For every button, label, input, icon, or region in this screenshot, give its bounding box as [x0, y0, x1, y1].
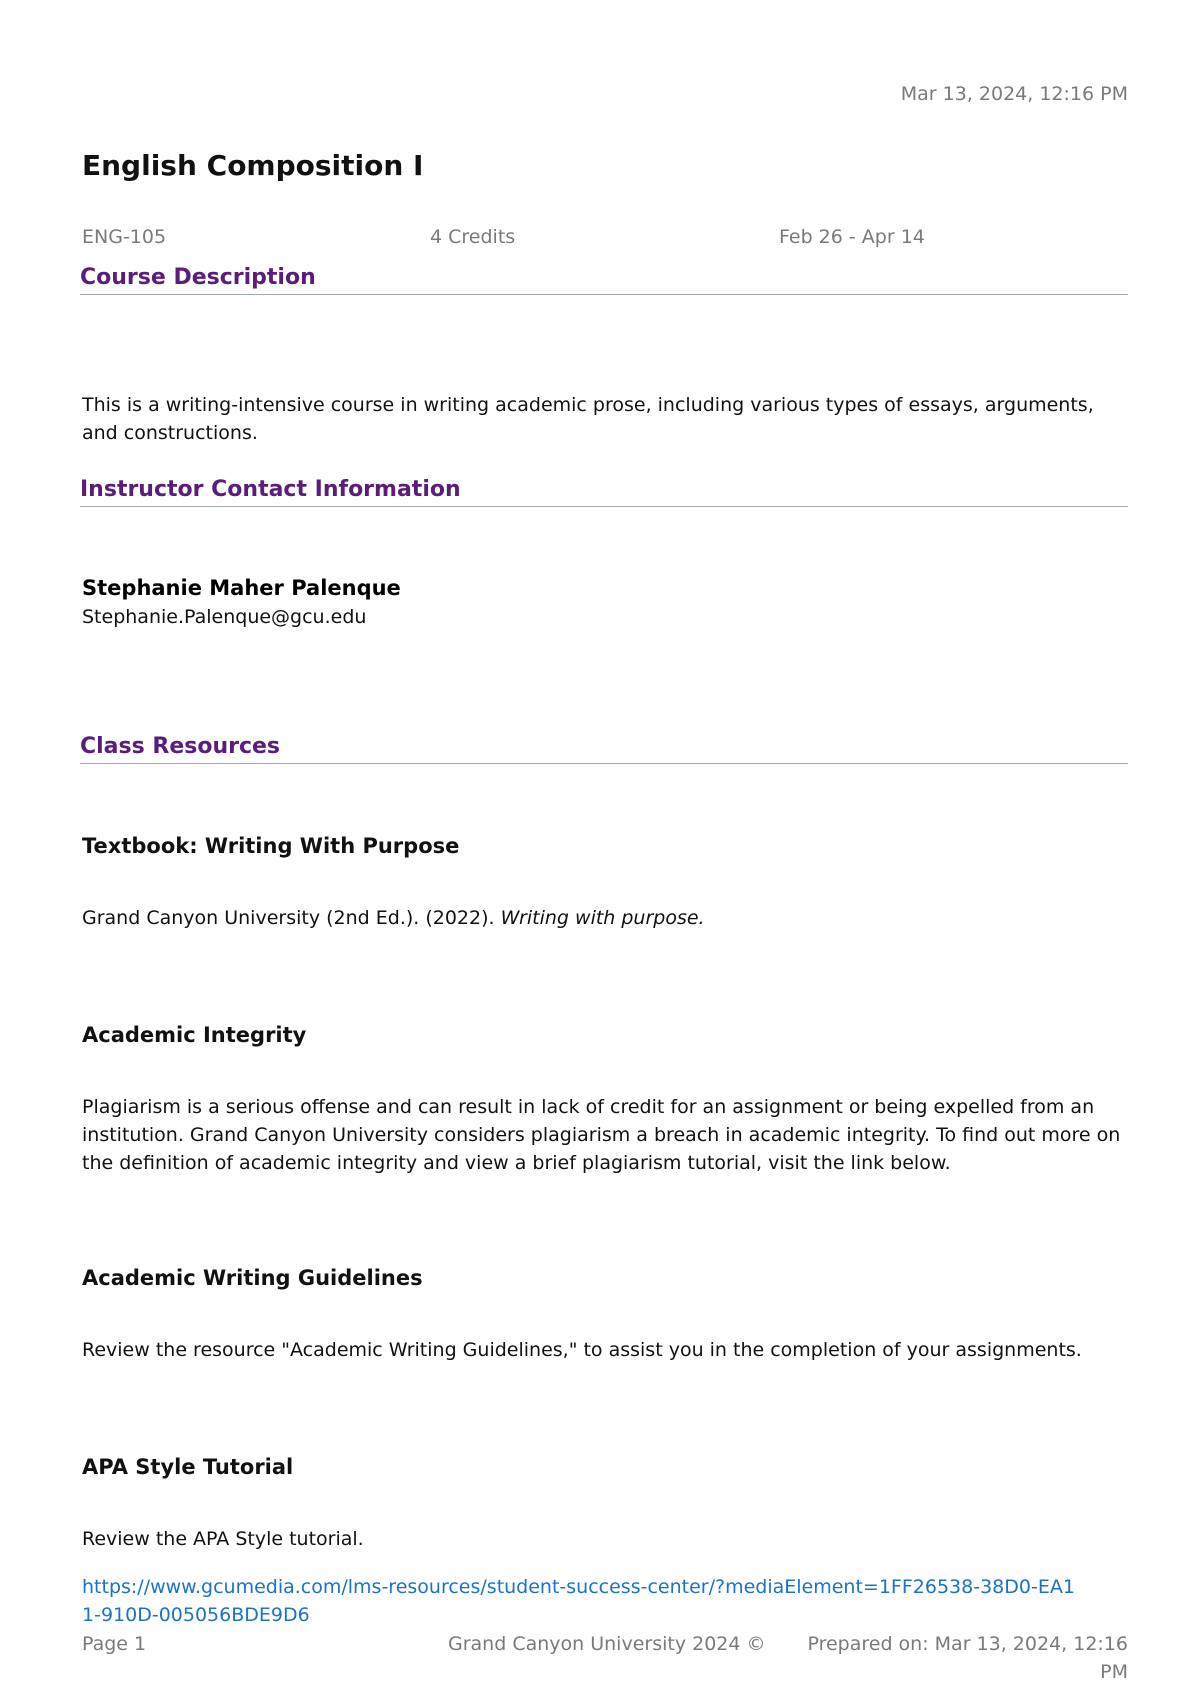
textbook-heading: Textbook: Writing With Purpose [82, 834, 460, 858]
course-credits: 4 Credits [430, 226, 516, 248]
writing-guidelines-text: Review the resource "Academic Writing Guidelines," to assist you in the completion of your assignments. [82, 1339, 1082, 1361]
instructor-name: Stephanie Maher Palenque [82, 576, 401, 600]
apa-tutorial-heading: APA Style Tutorial [82, 1455, 294, 1479]
writing-guidelines-heading: Academic Writing Guidelines [82, 1266, 423, 1290]
course-code: ENG-105 [82, 226, 167, 248]
textbook-citation-title: Writing with purpose. [500, 907, 705, 929]
footer-prepared-on: Prepared on: Mar 13, 2024, 12:16 PM [807, 1633, 1128, 1683]
course-description-text: This is a writing-intensive course in writing academic prose, including various types of essays, arguments, and constructions. [82, 394, 1094, 444]
print-timestamp: Mar 13, 2024, 12:16 PM [900, 83, 1128, 105]
course-dates: Feb 26 - Apr 14 [779, 226, 925, 248]
apa-tutorial-text: Review the APA Style tutorial. [82, 1528, 364, 1550]
section-heading-course-description: Course Description [80, 264, 1128, 295]
page-title: English Composition I [82, 149, 424, 182]
textbook-citation [82, 904, 1127, 932]
apa-tutorial-link[interactable]: https://www.gcumedia.com/lms-resources/student-success-center/?mediaElement=1FF26538-38D0-EA11-910D-005056BDE9D6 [82, 1576, 1075, 1626]
textbook-citation-prefix: Grand Canyon University (2nd Ed.). (2022). [82, 907, 501, 929]
section-heading-class-resources: Class Resources [80, 733, 1128, 764]
instructor-email: Stephanie.Palenque@gcu.edu [82, 606, 367, 628]
academic-integrity-text: Plagiarism is a serious offense and can result in lack of credit for an assignment or being expelled from an institution. Grand Canyon University considers plagiarism a breach in academic integrity. To find out more on the definition of academic integrity and view a brief plagiarism tutorial, visit the link below. [82, 1096, 1121, 1174]
section-heading-instructor: Instructor Contact Information [80, 476, 1128, 507]
footer-copyright: Grand Canyon University 2024 © [448, 1633, 766, 1655]
footer-page-number: Page 1 [82, 1633, 147, 1655]
course-meta-row [82, 225, 1127, 251]
academic-integrity-heading: Academic Integrity [82, 1023, 307, 1047]
